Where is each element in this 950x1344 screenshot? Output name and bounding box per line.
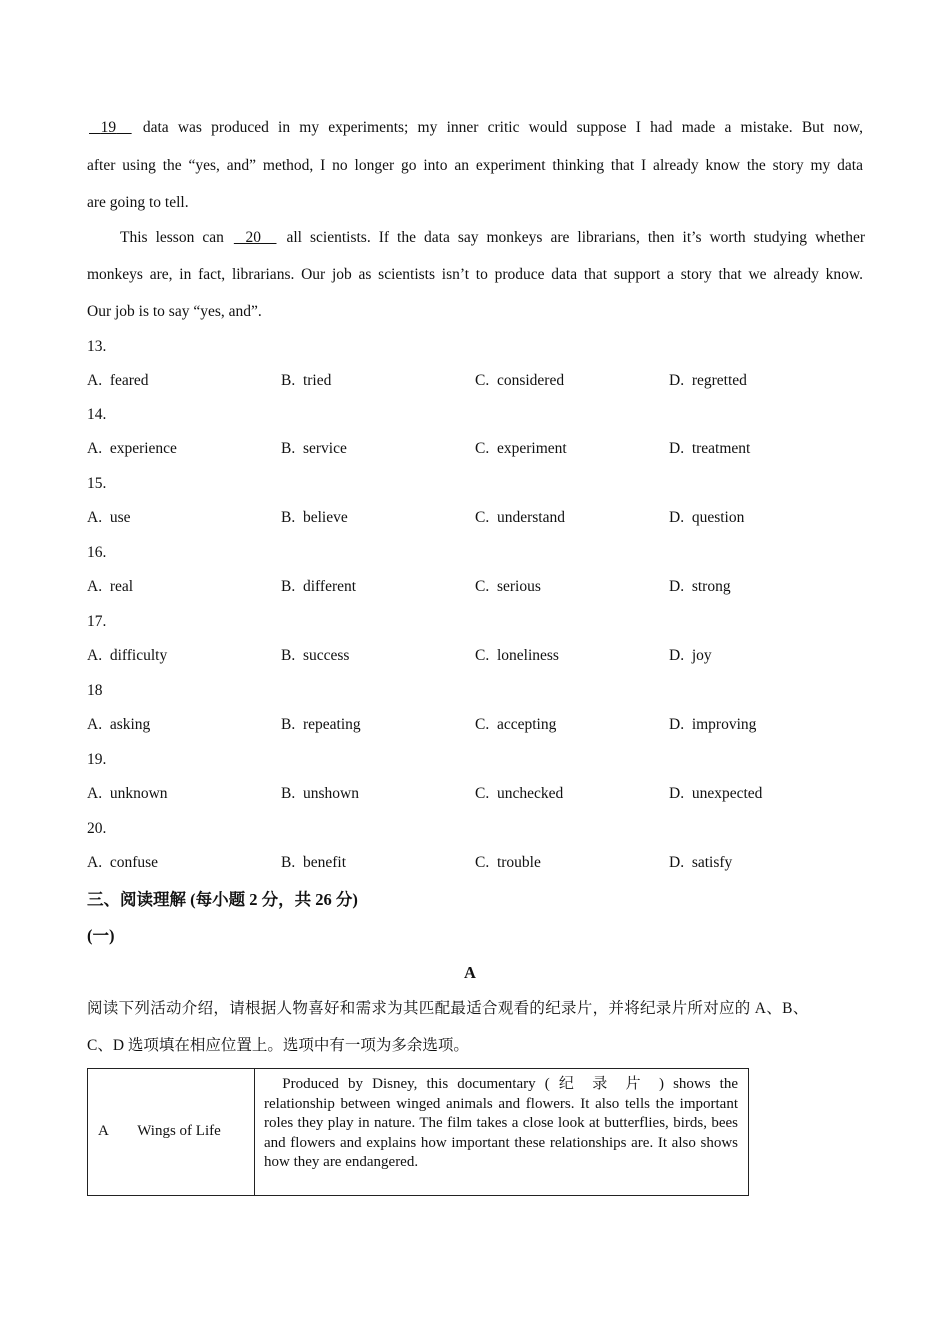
question-number: 18 bbox=[87, 682, 103, 699]
question-number: 16. bbox=[87, 544, 107, 561]
question-number: 14. bbox=[87, 406, 107, 423]
option-b: B. success bbox=[281, 647, 350, 664]
option-a: A. asking bbox=[87, 716, 151, 733]
option-a: A. difficulty bbox=[87, 647, 168, 664]
option-d: D. regretted bbox=[669, 372, 747, 389]
option-b: B. tried bbox=[281, 372, 332, 389]
question-number: 20. bbox=[87, 820, 107, 837]
documentary-description-cell bbox=[255, 1069, 749, 1196]
passage-text: This lesson can bbox=[120, 229, 224, 246]
passage-line: monkeys are, in fact, librarians. Our job as scientists isn’t to produce data that support a story that we already know. bbox=[87, 266, 863, 283]
option-b: B. benefit bbox=[281, 854, 346, 871]
option-c: C. unchecked bbox=[475, 785, 564, 802]
passage-text: data was produced in my experiments; my inner critic would suppose I had made a mistake. But now, bbox=[142, 119, 863, 136]
blank-19: 19 bbox=[100, 119, 117, 136]
passage-line: after using the “yes, and” method, I no longer go into an experiment thinking that I already know the story my data bbox=[87, 157, 863, 174]
passage-line: are going to tell. bbox=[87, 194, 189, 211]
documentary-table bbox=[87, 1068, 749, 1196]
instruction-line: C、D 选项填在相应位置上。选项中有一项为多余选项。 bbox=[87, 1037, 469, 1054]
option-c: C. accepting bbox=[475, 716, 557, 733]
passage-line: Our job is to say “yes, and”. bbox=[87, 303, 262, 320]
documentary-title: Wings of Life bbox=[137, 1123, 221, 1140]
option-b: B. repeating bbox=[281, 716, 361, 733]
passage-line bbox=[120, 228, 865, 248]
subtitle: A bbox=[464, 963, 476, 982]
part-label: (一) bbox=[87, 926, 115, 945]
description-chinese: 纪录片 bbox=[558, 1076, 659, 1092]
option-c: C. understand bbox=[475, 509, 565, 526]
option-b: B. different bbox=[281, 578, 357, 595]
instruction-line: 阅读下列活动介绍，请根据人物喜好和需求为其匹配最适合观看的纪录片，并将纪录片所对应的 A、B、 bbox=[87, 1000, 809, 1017]
option-a: A. confuse bbox=[87, 854, 159, 871]
option-a: A. use bbox=[87, 509, 131, 526]
blank-20: 20 bbox=[245, 229, 261, 246]
option-d: D. treatment bbox=[669, 440, 751, 457]
option-c: C. serious bbox=[475, 578, 541, 595]
question-number: 17. bbox=[87, 613, 107, 630]
option-d: D. strong bbox=[669, 578, 731, 595]
option-d: D. question bbox=[669, 509, 745, 526]
option-d: D. unexpected bbox=[669, 785, 763, 802]
passage-text: all scientists. If the data say monkeys are librarians, then it’s worth studying whether bbox=[286, 229, 865, 246]
description-text: ) shows the relationship between winged animals and flowers. It also tells the important roles they play in nature. The film takes a close look at butterflies, birds, bees and flowers and explains how important these relationships are. It also shows how they are endangered. bbox=[264, 1076, 739, 1170]
option-a: A. experience bbox=[87, 440, 177, 457]
option-c: C. experiment bbox=[475, 440, 567, 457]
option-c: C. loneliness bbox=[475, 647, 559, 664]
question-number: 13. bbox=[87, 338, 107, 355]
table-row bbox=[88, 1069, 749, 1196]
option-c: C. trouble bbox=[475, 854, 541, 871]
documentary-name-cell bbox=[88, 1069, 255, 1196]
option-b: B. service bbox=[281, 440, 347, 457]
option-d: D. joy bbox=[669, 647, 712, 664]
option-c: C. considered bbox=[475, 372, 565, 389]
option-letter: A bbox=[98, 1123, 109, 1140]
passage-line bbox=[87, 118, 863, 138]
option-d: D. improving bbox=[669, 716, 757, 733]
option-b: B. unshown bbox=[281, 785, 359, 802]
option-b: B. believe bbox=[281, 509, 348, 526]
option-a: A. unknown bbox=[87, 785, 168, 802]
question-number: 15. bbox=[87, 475, 107, 492]
description-text: Produced by Disney, this documentary ( bbox=[282, 1076, 550, 1092]
option-d: D. satisfy bbox=[669, 854, 733, 871]
option-a: A. real bbox=[87, 578, 134, 595]
section-heading: 三、阅读理解 (每小题 2 分，共 26 分) bbox=[87, 890, 358, 909]
option-a: A. feared bbox=[87, 372, 149, 389]
question-number: 19. bbox=[87, 751, 107, 768]
